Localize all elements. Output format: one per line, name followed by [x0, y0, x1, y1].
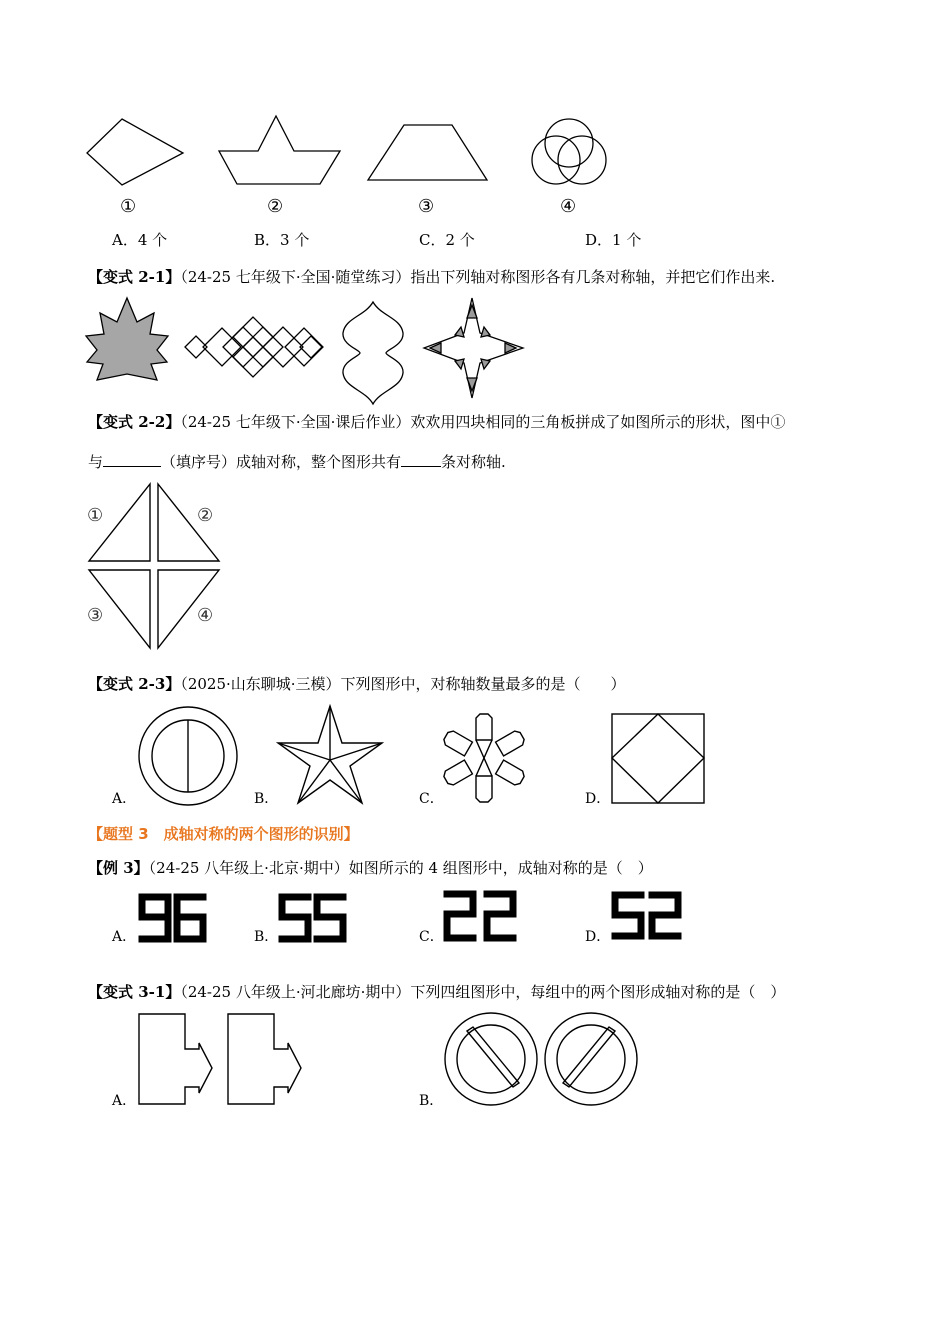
- figure-label-1: ①: [120, 196, 137, 217]
- question-text-line1: （24-25 七年级下·全国·课后作业）欢欢用四块相同的三角板拼成了如图所示的形状，图中①: [180, 413, 786, 431]
- option-b: B．: [254, 929, 279, 945]
- option-b: B．: [254, 791, 279, 807]
- option-d: D．: [585, 929, 611, 945]
- option-c: C．: [419, 929, 444, 945]
- example-tag: 【例 3】: [88, 859, 149, 877]
- question-text: （24-25 八年级上·北京·期中）如图所示的 4 组图形中，成轴对称的是（ ）: [148, 859, 653, 877]
- variant-tag: 【变式 3-1】: [88, 983, 181, 1001]
- figure-label-4: ④: [560, 196, 577, 217]
- figure-label-2: ②: [267, 196, 284, 217]
- option-a: A．: [112, 929, 137, 945]
- option-c: C．: [419, 791, 444, 807]
- text-part-b: （填序号）成轴对称，整个图形共有: [161, 453, 402, 471]
- option-a: A．: [112, 1093, 137, 1109]
- question-text: （2025·山东聊城·三模）下列图形中，对称轴数量最多的是（ ）: [180, 675, 626, 693]
- option-a: A．: [112, 791, 137, 807]
- question-text: （24-25 八年级上·河北廊坊·期中）下列四组图形中，每组中的两个图形成轴对称的是（ ）: [180, 983, 786, 1001]
- variant-tag: 【变式 2-3】: [88, 675, 181, 693]
- section-title: 【题型 3 成轴对称的两个图形的识别】: [88, 825, 359, 843]
- triangle-label-1: ①: [87, 505, 104, 526]
- figure-label-3: ③: [418, 196, 435, 217]
- option-b: B．3 个: [254, 231, 310, 249]
- question-text: （24-25 七年级下·全国·随堂练习）指出下列轴对称图形各有几条对称轴，并把它们作出来.: [180, 268, 776, 286]
- option-d: D．: [585, 791, 611, 807]
- triangle-label-3: ③: [87, 605, 104, 626]
- option-a: A．4 个: [112, 231, 168, 249]
- text-part-c: 条对称轴.: [441, 453, 506, 471]
- option-d: D．1 个: [585, 231, 642, 249]
- option-b: B．: [419, 1093, 444, 1109]
- variant-tag: 【变式 2-1】: [88, 268, 181, 286]
- triangle-label-4: ④: [197, 605, 214, 626]
- text-part-a: 与: [88, 453, 104, 471]
- triangle-label-2: ②: [197, 505, 214, 526]
- option-c: C．2 个: [419, 231, 475, 249]
- variant-tag: 【变式 2-2】: [88, 413, 181, 431]
